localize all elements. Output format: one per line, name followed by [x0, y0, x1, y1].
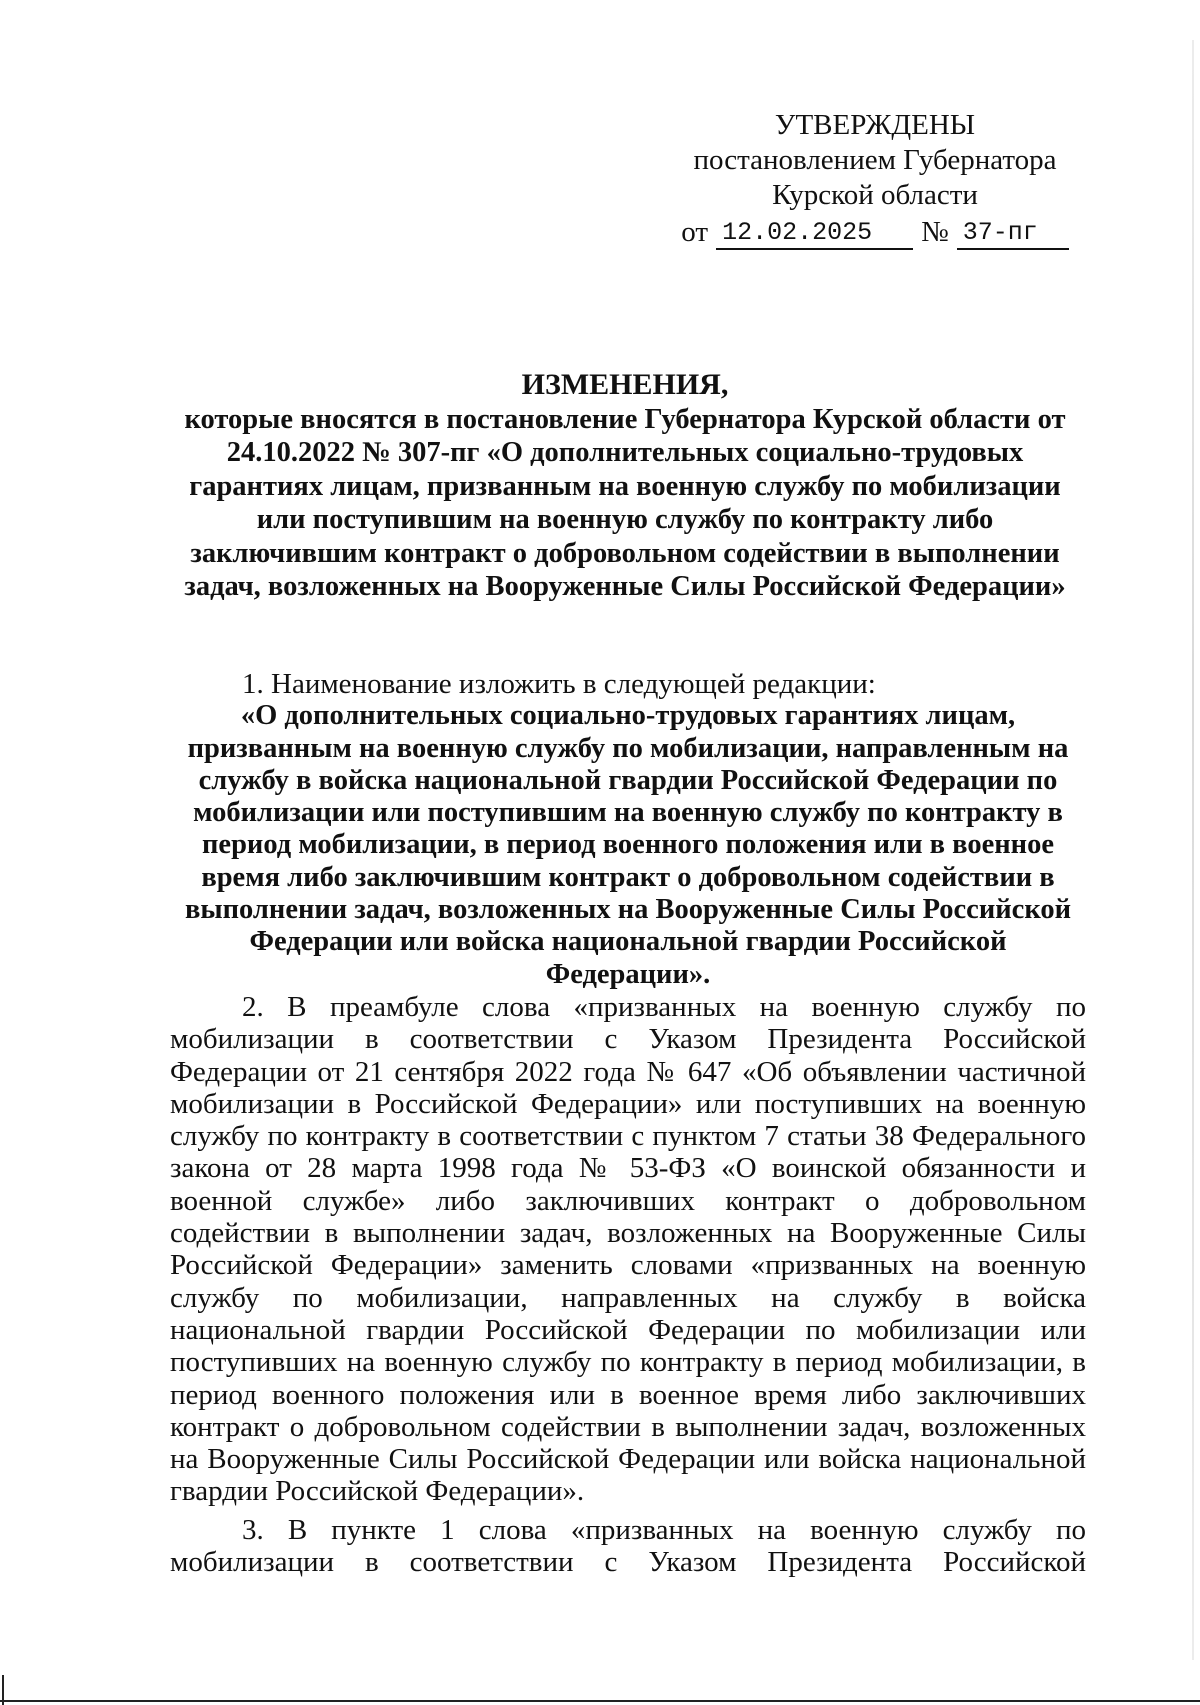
- scan-edge: [1192, 40, 1194, 1660]
- title-line: заключившим контракт о добровольном содействии в выполнении: [190, 537, 1060, 569]
- paragraph-line: 3. В пункте 1 слова «призванных на военную службу по: [242, 1513, 1086, 1546]
- paragraph-line: военной службе» либо заключивших контракт о добровольном: [170, 1184, 1086, 1217]
- scan-edge: [2, 1675, 4, 1705]
- number-label: №: [921, 216, 949, 248]
- new-title-line: призванным на военную службу по мобилизации, направленным на: [187, 732, 1069, 764]
- paragraph-line: гвардии Российской Федерации».: [170, 1475, 585, 1508]
- paragraph-line: 2. В преамбуле слова «призванных на военную службу по: [242, 990, 1086, 1023]
- approval-number: 37-пг: [957, 218, 1069, 250]
- title-line: задач, возложенных на Вооруженные Силы Российской Федерации»: [184, 571, 1066, 602]
- paragraph-line: поступивших на военную службу по контракту в период мобилизации, в: [170, 1346, 1086, 1379]
- paragraph-line: период военного положения или в военное время либо заключивших: [170, 1378, 1086, 1411]
- page-title: ИЗМЕНЕНИЯ,: [521, 368, 729, 401]
- new-title-line: службу в войска национальной гвардии Российской Федерации по: [198, 764, 1058, 796]
- new-title-line: мобилизации или поступившим на военную службу по контракту в: [193, 797, 1063, 829]
- new-title-line: выполнении задач, возложенных на Вооруженные Силы Российской: [184, 894, 1072, 926]
- paragraph-line: контракт о добровольном содействии в выполнении задач, возложенных: [170, 1410, 1086, 1443]
- approval-line: постановлением Губернатора: [693, 144, 1057, 176]
- new-title-line: Федерации или войска национальной гвардии Российской: [249, 926, 1007, 958]
- paragraph-line: мобилизации в соответствии с Указом Президента Российской: [170, 1546, 1086, 1579]
- item-3: [170, 1514, 1086, 1579]
- new-title-line: время либо заключившим контракт о добровольном содействии в: [201, 861, 1055, 893]
- document-body: [170, 668, 1086, 1578]
- title-line: гарантиях лицам, призванным на военную службу по мобилизации: [189, 470, 1061, 502]
- new-title-line: период мобилизации, в период военного положения или в военное: [202, 829, 1054, 861]
- title-line: которые вносятся в постановление Губернатора Курской области от: [184, 403, 1066, 435]
- title-line: 24.10.2022 № 307-пг «О дополнительных социально-трудовых: [226, 437, 1024, 468]
- paragraph-line: национальной гвардии Российской Федерации по мобилизации или: [170, 1313, 1086, 1346]
- paragraph-line: мобилизации в Российской Федерации» или поступивших на военную: [170, 1087, 1086, 1120]
- item-1-intro: 1. Наименование изложить в следующей редакции:: [242, 668, 876, 700]
- paragraph-line: закона от 28 марта 1998 года № 53-ФЗ «О воинской обязанности и: [170, 1152, 1086, 1185]
- new-title-line: «О дополнительных социально-трудовых гарантиях лицам,: [240, 700, 1016, 732]
- paragraph-line: Российской Федерации» заменить словами «призванных на военную: [170, 1249, 1086, 1282]
- paragraph-line: на Вооруженные Силы Российской Федерации или войска национальной: [170, 1443, 1086, 1476]
- paragraph-line: мобилизации в соответствии с Указом Президента Российской: [170, 1023, 1086, 1056]
- approval-line: Курской области: [772, 179, 978, 211]
- date-label: от: [681, 216, 709, 248]
- paragraph-line: Федерации от 21 сентября 2022 года № 647 «Об объявлении частичной: [170, 1055, 1086, 1088]
- approval-heading: УТВЕРЖДЕНЫ: [774, 109, 976, 141]
- item-1-new-title: [170, 700, 1086, 991]
- approval-block: [680, 108, 1070, 250]
- title-line: или поступившим на военную службу по контракту либо: [256, 504, 994, 535]
- approval-date-line: [680, 215, 1070, 250]
- paragraph-line: службу по контракту в соответствии с пунктом 7 статьи 38 Федерального: [170, 1120, 1086, 1153]
- document-title: [170, 368, 1080, 604]
- item-2: [170, 991, 1086, 1508]
- approval-date: 12.02.2025: [716, 218, 913, 250]
- paragraph-line: содействии в выполнении задач, возложенных на Вооруженные Силы: [170, 1217, 1086, 1250]
- paragraph-line: службу по мобилизации, направленных на службу в войска: [170, 1281, 1086, 1314]
- scan-edge: [0, 1700, 1200, 1702]
- new-title-line: Федерации».: [545, 958, 711, 990]
